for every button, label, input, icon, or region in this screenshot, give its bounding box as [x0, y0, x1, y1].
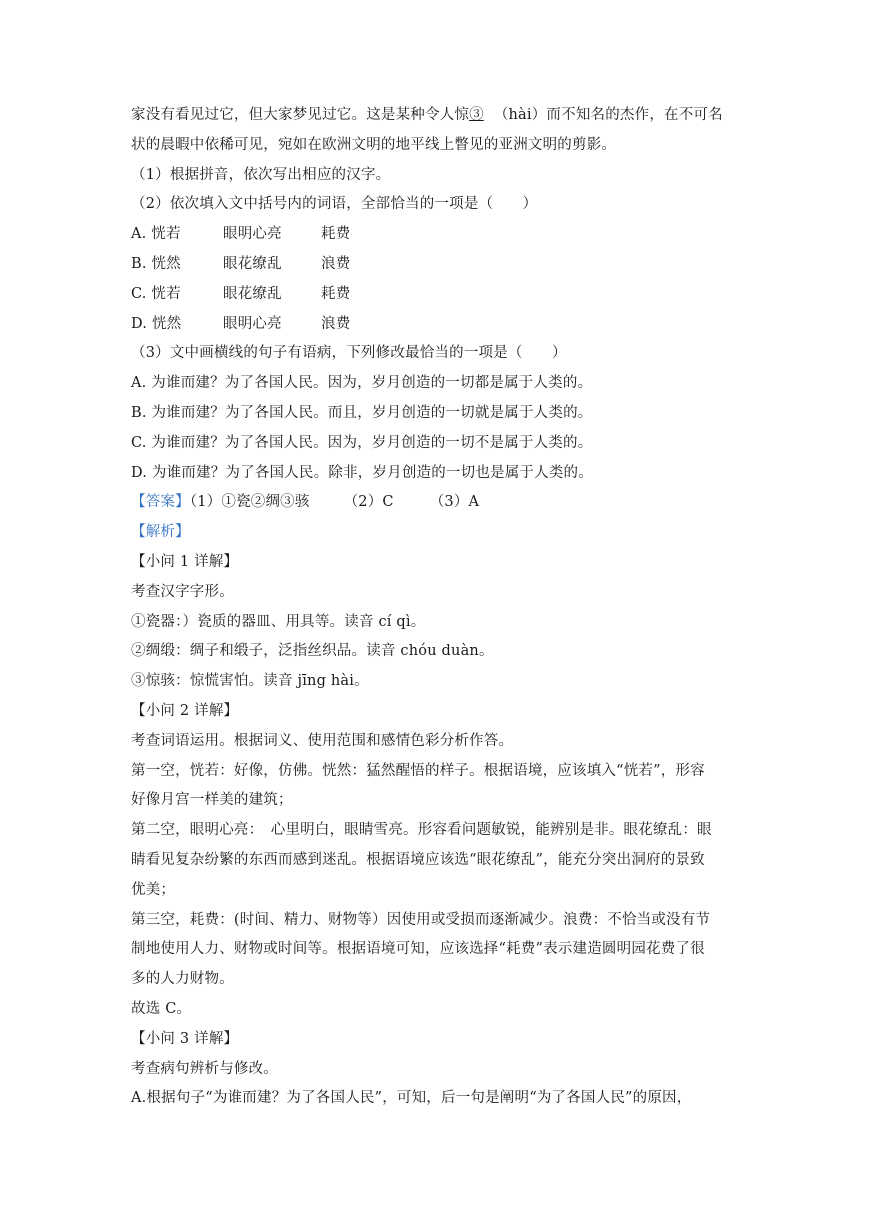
analysis-line: 考查病句辨析与修改。 [131, 1060, 278, 1077]
analysis-line: ③惊骇：惊慌害怕。读音 jīng hài。 [131, 673, 369, 690]
analysis-line: 优美； [131, 881, 176, 898]
passage-line [131, 101, 741, 131]
analysis-line: 多的人力财物。 [131, 971, 234, 988]
section-heading: 【小问 2 详解】 [131, 702, 239, 719]
analysis-line: 考查词语运用。根据词义、使用范围和感情色彩分析作答。 [131, 732, 514, 749]
option-row: A. 为谁而建？为了各国人民。因为，岁月创造的一切都是属于人类的。 [131, 375, 593, 392]
option-word: 浪费 [321, 315, 351, 332]
analysis-line: 故选 C。 [131, 1000, 192, 1017]
option-letter: C. [131, 285, 147, 302]
analysis-line: 第三空，耗费：(时间、精力、财物等）因使用或受损而逐渐减少。浪费：不恰当或没有节 [131, 911, 711, 928]
analysis-line: 睛看见复杂纷繁的东西而感到迷乱。根据语境应该选“眼花缭乱”，能充分突出洞府的景致 [131, 851, 705, 868]
option-row [131, 220, 741, 250]
option-word: 眼花缭乱 [223, 255, 282, 272]
section-heading: 【小问 1 详解】 [131, 553, 239, 570]
option-letter: A. [131, 226, 147, 243]
option-word: 恍若 [151, 226, 181, 243]
option-row [131, 250, 741, 280]
answer-part: （2）C [343, 494, 394, 511]
option-word: 恍然 [151, 255, 181, 272]
analysis-label: 【解析】 [131, 524, 190, 541]
analysis-line: 第一空，恍若：好像，仿佛。恍然：猛然醒悟的样子。根据语境，应该填入“恍若”，形容 [131, 762, 705, 779]
option-word: 浪费 [321, 255, 351, 272]
option-row [131, 310, 741, 340]
option-word: 耗费 [321, 285, 351, 302]
option-row [131, 280, 741, 310]
analysis-line: ①瓷器：）瓷质的器皿、用具等。读音 cí qì。 [131, 613, 426, 630]
option-letter: D. [131, 315, 148, 332]
option-letter: B. [131, 255, 147, 272]
answer-label: 【答案】 [131, 494, 190, 511]
option-word: 恍然 [151, 315, 182, 332]
option-word: 眼明心亮 [223, 226, 282, 243]
option-word: 恍若 [151, 285, 181, 302]
question-2: （2）依次填入文中括号内的词语，全部恰当的一项是（ ） [131, 196, 538, 213]
answer-part: （1）①瓷②绸③骇 [189, 494, 310, 511]
option-word: 眼明心亮 [223, 315, 282, 332]
analysis-line: 好像月宫一样美的建筑； [131, 792, 293, 809]
question-3: （3）文中画横线的句子有语病，下列修改最恰当的一项是（ ） [131, 345, 567, 362]
option-word: 眼花缭乱 [223, 285, 282, 302]
option-row: B. 为谁而建？为了各国人民。而且，岁月创造的一切就是属于人类的。 [131, 404, 593, 421]
analysis-line: 考查汉字字形。 [131, 583, 234, 600]
analysis-line: ②绸缎：绸子和缎子，泛指丝织品。读音 chóu duàn。 [131, 643, 494, 660]
blank-marker: ③ [469, 107, 484, 123]
answer-part: （3）A [429, 494, 480, 511]
section-heading: 【小问 3 详解】 [131, 1030, 239, 1047]
answer-line [131, 488, 741, 518]
analysis-line: 制地使用人力、财物或时间等。根据语境可知，应该选择“耗费”表示建造圆明园花费了很 [131, 941, 705, 958]
question-1: （1）根据拼音，依次写出相应的汉字。 [131, 166, 391, 183]
option-row: C. 为谁而建？为了各国人民。因为，岁月创造的一切不是属于人类的。 [131, 434, 593, 451]
passage-text: （hài）而不知名的杰作，在不可名 [493, 107, 723, 123]
document-body [131, 101, 741, 1114]
analysis-line: 第二空，眼明心亮： 心里明白，眼睛雪亮。形容看问题敏锐，能辨别是非。眼花缭乱：眼 [131, 822, 712, 839]
option-word: 耗费 [321, 226, 351, 243]
passage-text: 家没有看见过它，但大家梦见过它。这是某种令人惊 [131, 107, 470, 123]
analysis-line: A.根据句子“为谁而建？为了各国人民”，可知，后一句是阐明“为了各国人民”的原因， [131, 1090, 692, 1107]
option-row: D. 为谁而建？为了各国人民。除非，岁月创造的一切也是属于人类的。 [131, 464, 593, 481]
passage-line: 状的晨暇中依稀可见，宛如在欧洲文明的地平线上瞥见的亚洲文明的剪影。 [131, 136, 617, 153]
